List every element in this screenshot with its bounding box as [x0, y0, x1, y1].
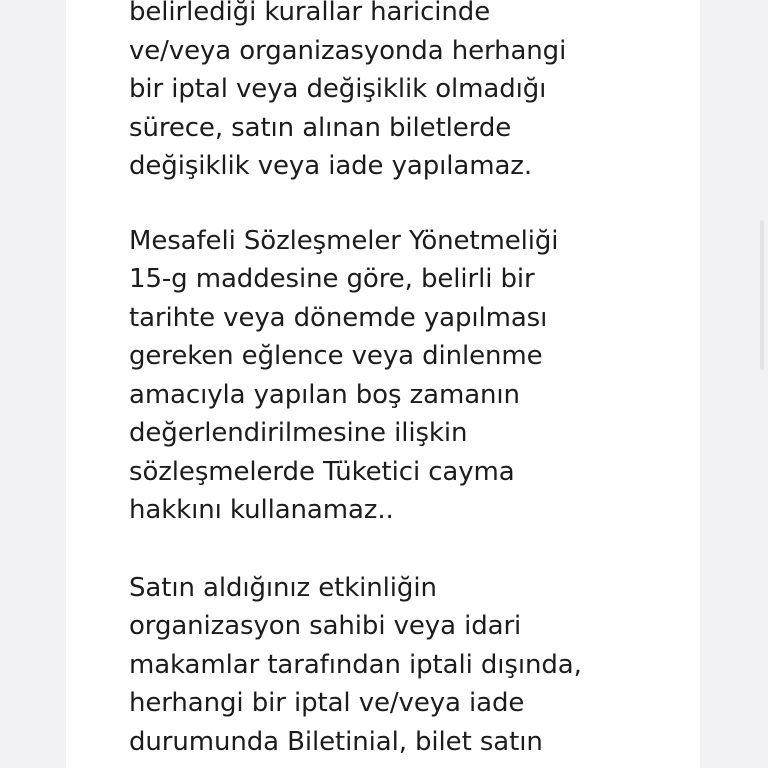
terms-paragraph-1: belirlediği kurallar haricinde ve/veya organizasyonda herhangi bir iptal veya değişiklik olmadığı sürece, satın alınan biletlerde değişiklik veya iade yapılamaz. — [129, 0, 567, 181]
scrollbar[interactable] — [760, 220, 764, 370]
terms-text — [129, 0, 649, 761]
terms-paragraph-3: Satın aldığınız etkinliğin organizasyon sahibi veya idari makamlar tarafından iptali dışında, herhangi bir iptal ve/veya iade durumunda Biletinial, bilet satın — [129, 572, 582, 757]
terms-paragraph-2: Mesafeli Sözleşmeler Yönetmeliği 15-g maddesine göre, belirli bir tarihte veya dönemde yapılması gereken eğlence veya dinlenme amacıyla yapılan boş zamanın değerlendirilmesine ilişkin sözleşmelerde Tüketici cayma hakkını kullanamaz.. — [129, 225, 559, 525]
